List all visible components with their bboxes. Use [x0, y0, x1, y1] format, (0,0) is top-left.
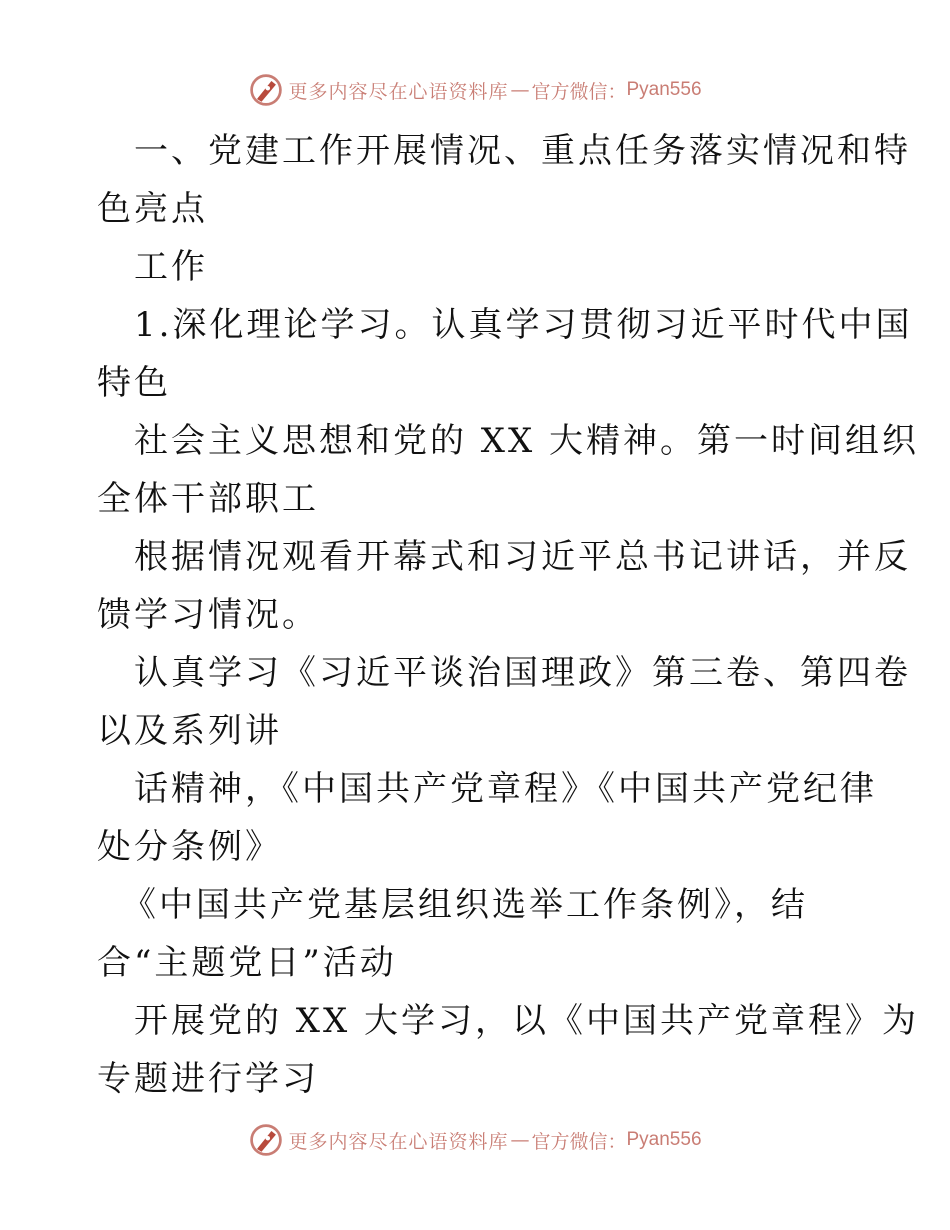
header-watermark — [0, 70, 950, 110]
heading-line: 一、党建工作开展情况、重点任务落实情况和特 — [134, 131, 911, 171]
heading-line-continued: 色亮点 — [97, 189, 208, 229]
text-line: 开展党的 XX 大学习，以《中国共产党章程》为 — [134, 1001, 920, 1041]
text-line: 1.深化理论学习。认真学习贯彻习近平时代中国 — [134, 305, 913, 345]
text-line: 处分条例》 — [97, 827, 282, 867]
watermark-separator: — — [510, 79, 530, 101]
pen-nib-logo-icon — [248, 72, 284, 108]
text-line: 专题进行学习 — [97, 1059, 319, 1099]
text-line: 认真学习《习近平谈治国理政》第三卷、第四卷 — [134, 653, 911, 693]
watermark-site-text: 更多内容尽在心语资料库 — [288, 1130, 509, 1153]
watermark-site-text: 更多内容尽在心语资料库 — [288, 80, 509, 103]
watermark-wechat-id: Pyan556 — [626, 79, 702, 100]
text-line: 根据情况观看开幕式和习近平总书记讲话，并反 — [134, 537, 911, 577]
text-line: 合“主题党日”活动 — [97, 943, 397, 983]
text-line: 以及系列讲 — [97, 711, 282, 751]
text-line: 全体干部职工 — [97, 479, 319, 519]
text-line: 工作 — [134, 247, 208, 287]
watermark-wechat-label: 官方微信： — [531, 1130, 627, 1153]
text-line: 特色 — [97, 363, 171, 403]
text-line: 馈学习情况。 — [97, 595, 319, 635]
pen-nib-logo-icon — [248, 1122, 284, 1158]
footer-watermark — [0, 1120, 950, 1160]
document-body — [97, 122, 920, 1108]
text-line: 《中国共产党基层组织选举工作条例》，结 — [122, 885, 808, 925]
text-line: 话精神，《中国共产党章程》《中国共产党纪律 — [134, 769, 877, 809]
watermark-wechat-label: 官方微信： — [531, 80, 627, 103]
watermark-wechat-id: Pyan556 — [626, 1129, 702, 1150]
text-line: 社会主义思想和党的 XX 大精神。第一时间组织 — [134, 421, 920, 461]
watermark-separator: — — [510, 1129, 530, 1151]
